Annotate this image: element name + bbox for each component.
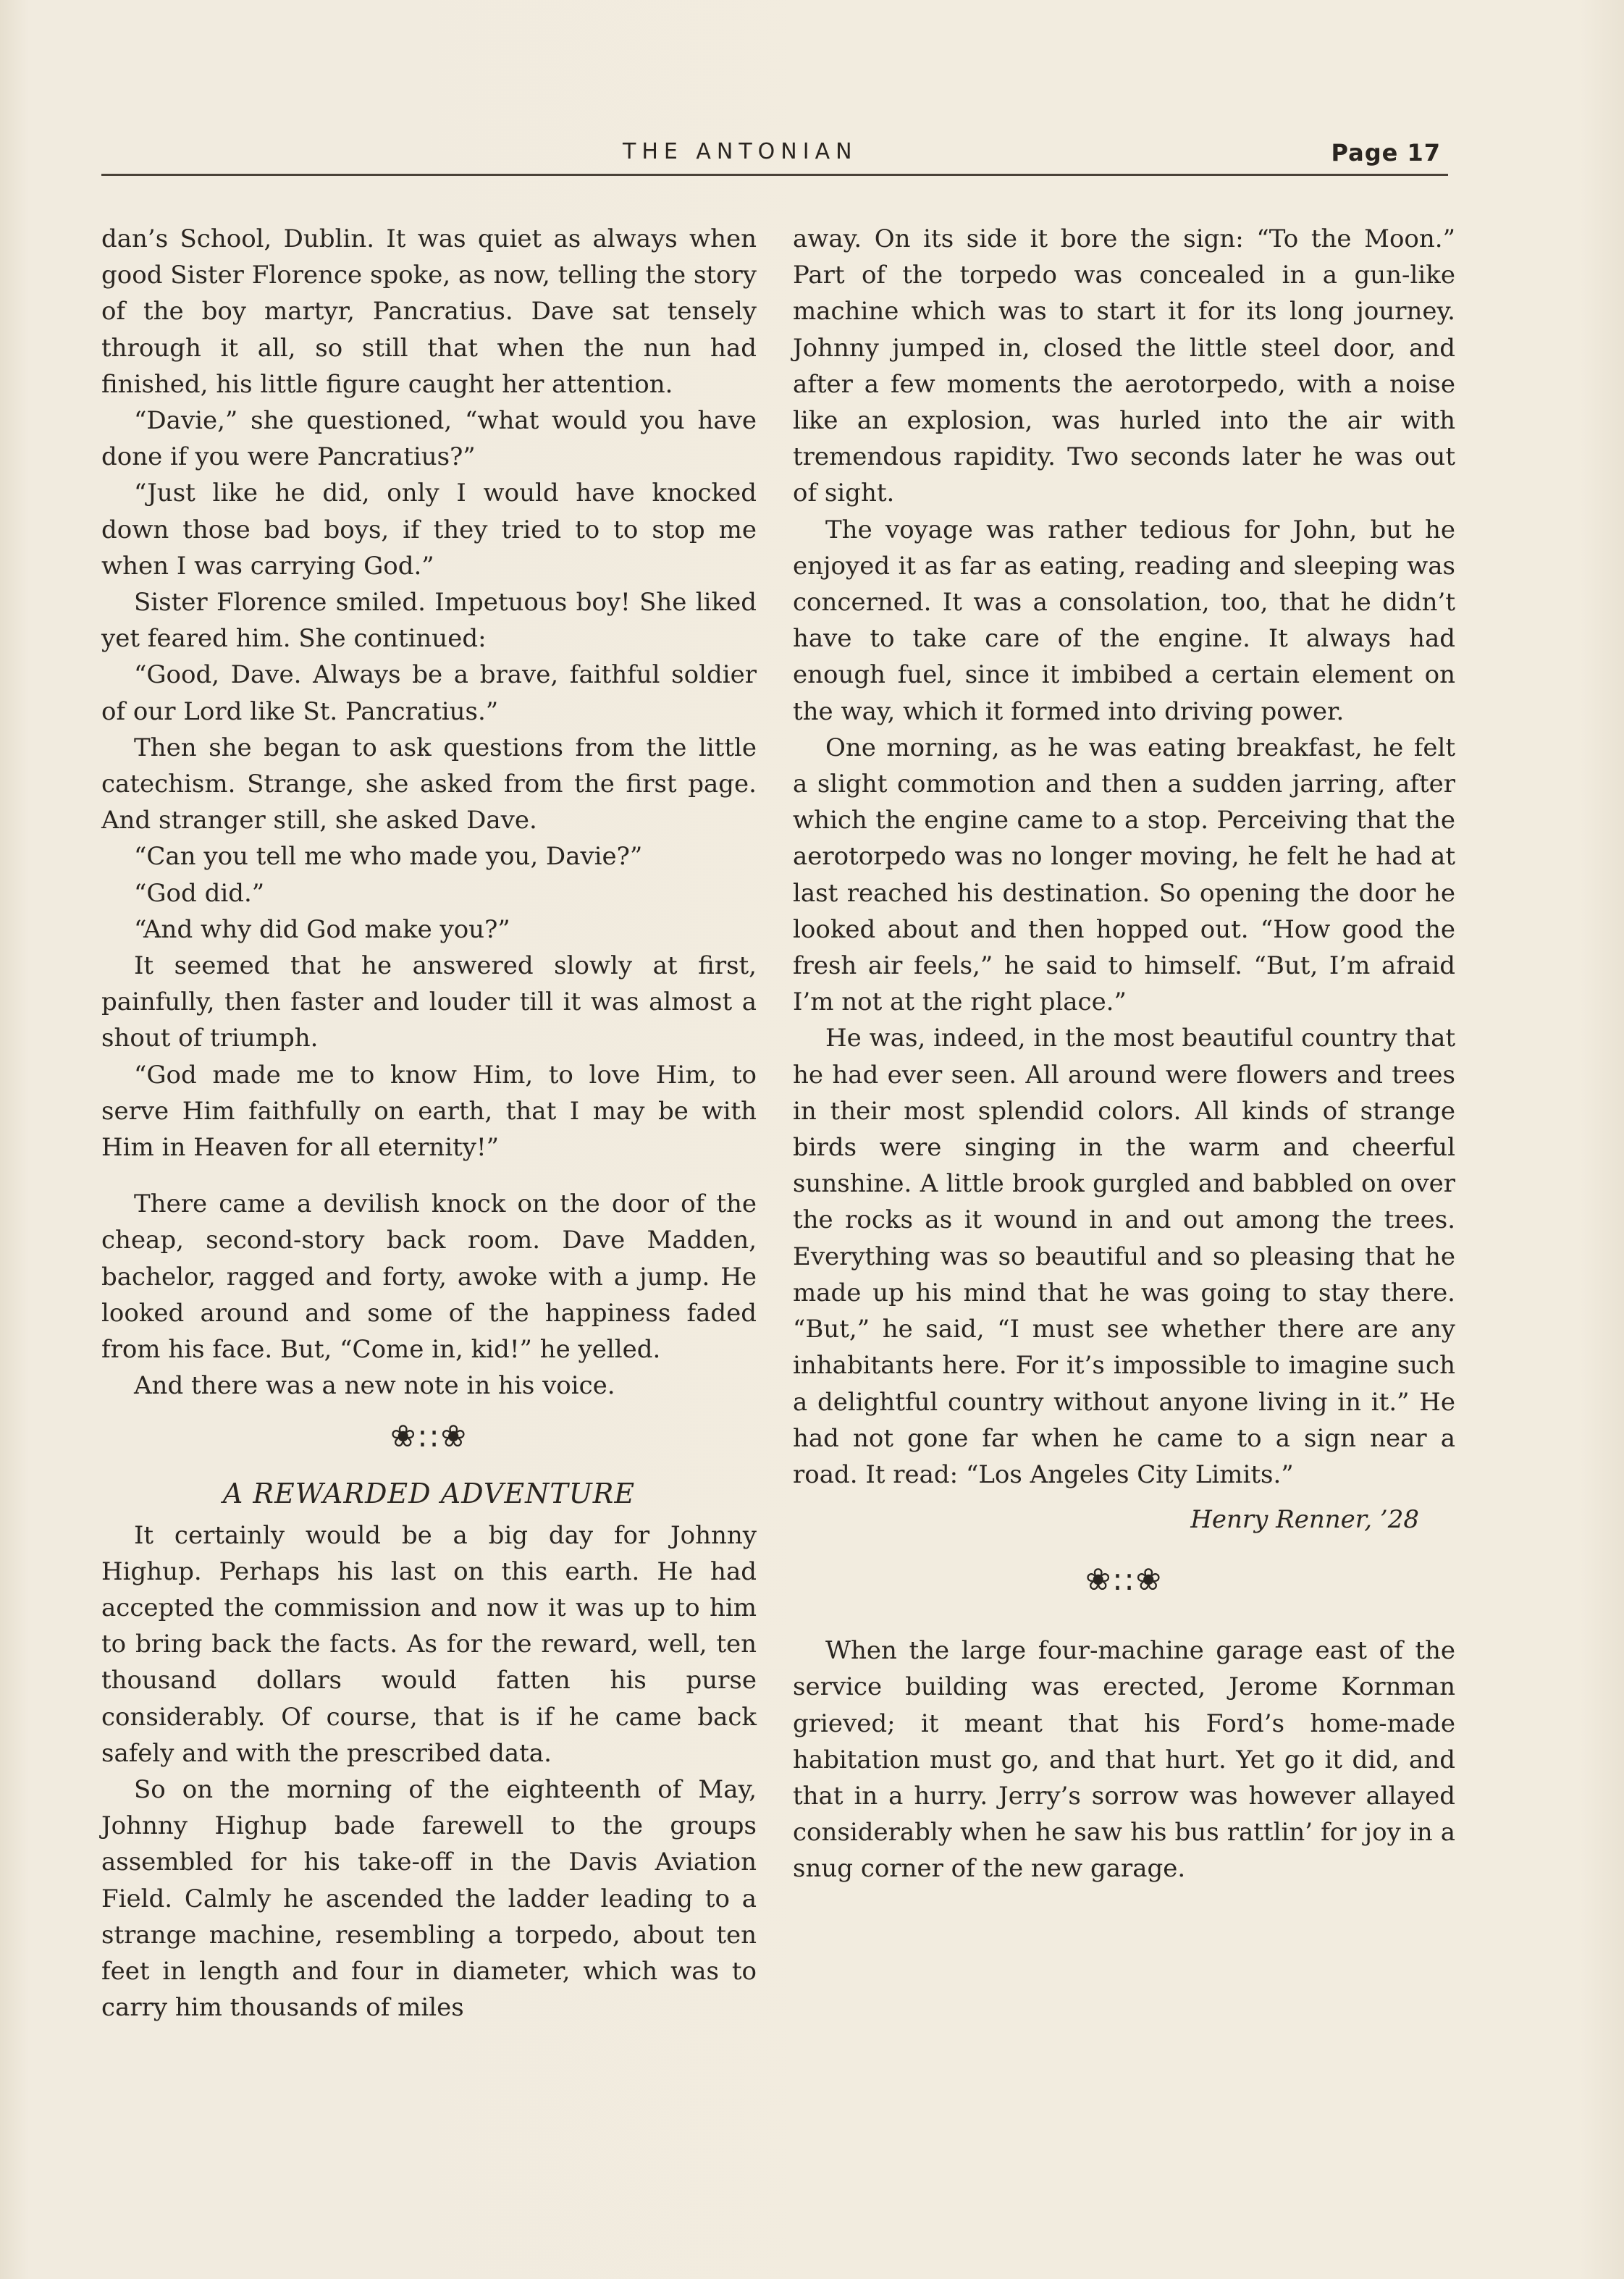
paragraph: away. On its side it bore the sign: “To the Moon.” Part of the torpedo was concealed in a gun-like machine which was to start it for its long journey. Johnny jumped in, closed the little steel door, and after a few moments the aerotorpedo, with a noise like an explosion, was hurled into the air with tremendous rapidity. Two seconds later he was out of sight. xyxy=(793,224,1455,508)
left-column xyxy=(101,221,757,2026)
paragraph: “God made me to know Him, to love Him, to serve Him faithfully on earth, that I may be with Him in Heaven for all eternity!” xyxy=(101,1060,757,1163)
paragraph: So on the morning of the eighteenth of May, Johnny Highup bade farewell to the groups assembled for his take-off in the Davis Aviation Field. Calmly he ascended the ladder leading to a strange machine, resembling a torpedo, about ten feet in length and four in diameter, which was to carry him thousands of miles xyxy=(101,1774,757,2023)
paragraph: Then she began to ask questions from the little catechism. Strange, she asked from the first page. And stranger still, she asked Dave. xyxy=(101,733,757,835)
paragraph: There came a devilish knock on the door of the cheap, second-story back room. Dave Madden, bachelor, ragged and forty, awoke with a jump. He looked around and some of the happiness faded from his face. But, “Come in, kid!” he yelled. xyxy=(101,1189,757,1365)
publication-title: THE ANTONIAN xyxy=(623,139,858,164)
paragraph: dan’s School, Dublin. It was quiet as always when good Sister Florence spoke, as now, telling the story of the boy martyr, Pancratius. Dave sat tensely through it all, so still that when the nun had finished, his little figure caught her attention. xyxy=(101,224,757,399)
page-number: Page 17 xyxy=(1331,139,1441,167)
paragraph: It certainly would be a big day for Johnny Highup. Perhaps his last on this earth. He had accepted the commission and now it was up to him to bring back the facts. As for the reward, well, ten thousand dollars would fatten his purse considerably. Of course, that is if he came back safely and with the prescribed data. xyxy=(101,1520,757,1768)
section-gap xyxy=(101,1166,757,1186)
story-title: A REWARDED ADVENTURE xyxy=(222,1477,636,1509)
paragraph: And there was a new note in his voice. xyxy=(134,1371,615,1401)
right-column xyxy=(793,221,1455,1887)
section-gap xyxy=(793,1612,1455,1633)
paragraph: One morning, as he was eating breakfast, he felt a slight commotion and then a sudden jarring, after which the engine came to a stop. Perceiving that the aerotorpedo was no longer moving, he felt he had at last reached his destination. So opening the door he looked about and then hopped out. “How good the fresh air feels,” he said to himself. “But, I’m afraid I’m not at the right place.” xyxy=(793,733,1455,1017)
author-signature: Henry Renner, ’28 xyxy=(1190,1505,1419,1535)
paragraph: When the large four-machine garage east of the service building was erected, Jerome Kornman grieved; it meant that his Ford’s home-made habitation must go, and that hurt. Yet go it did, and that in a hurry. Jerry’s sorrow was however allayed considerably when he saw his bus rattlin’ for joy in a snug corner of the new garage. xyxy=(793,1636,1455,1884)
ornament-divider: ❀::❀ xyxy=(1085,1562,1163,1597)
paragraph: “Good, Dave. Always be a brave, faithful soldier of our Lord like St. Pancratius.” xyxy=(101,660,757,726)
ornament-divider: ❀::❀ xyxy=(390,1418,468,1454)
paragraph: He was, indeed, in the most beautiful country that he had ever seen. All around were flowers and trees in their most splendid colors. All kinds of strange birds were singing in the warm and cheerful sunshine. A little brook gurgled and babbled on over the rocks as it wound in and out among the trees. Everything was so beautiful and so pleasing that he made up his mind that he was going to stay there. “But,” he said, “I must see whether there are any inhabitants here. For it’s impossible to imagine such a delightful country without anyone living in it.” He had not gone far when he came to a sign near a road. It read: “Los Angeles City Limits.” xyxy=(793,1024,1455,1489)
paragraph: “And why did God make you?” xyxy=(134,914,510,944)
paragraph: Sister Florence smiled. Impetuous boy! She liked yet feared him. She continued: xyxy=(101,588,757,654)
paragraph: “Just like he did, only I would have knocked down those bad boys, if they tried to to stop me when I was carrying God.” xyxy=(101,479,757,581)
paragraph: “God did.” xyxy=(134,878,265,908)
paragraph: “Can you tell me who made you, Davie?” xyxy=(134,842,643,872)
paragraph: It seemed that he answered slowly at first, painfully, then faster and louder till it was almost a shout of triumph. xyxy=(101,951,757,1053)
running-header xyxy=(101,138,1448,176)
paragraph: The voyage was rather tedious for John, but he enjoyed it as far as eating, reading and sleeping was concerned. It was a consolation, too, that he didn’t have to take care of the engine. It always had enough fuel, since it imbibed a certain element on the way, which it formed into driving power. xyxy=(793,515,1455,726)
paragraph: “Davie,” she questioned, “what would you have done if you were Pancratius?” xyxy=(101,406,757,472)
